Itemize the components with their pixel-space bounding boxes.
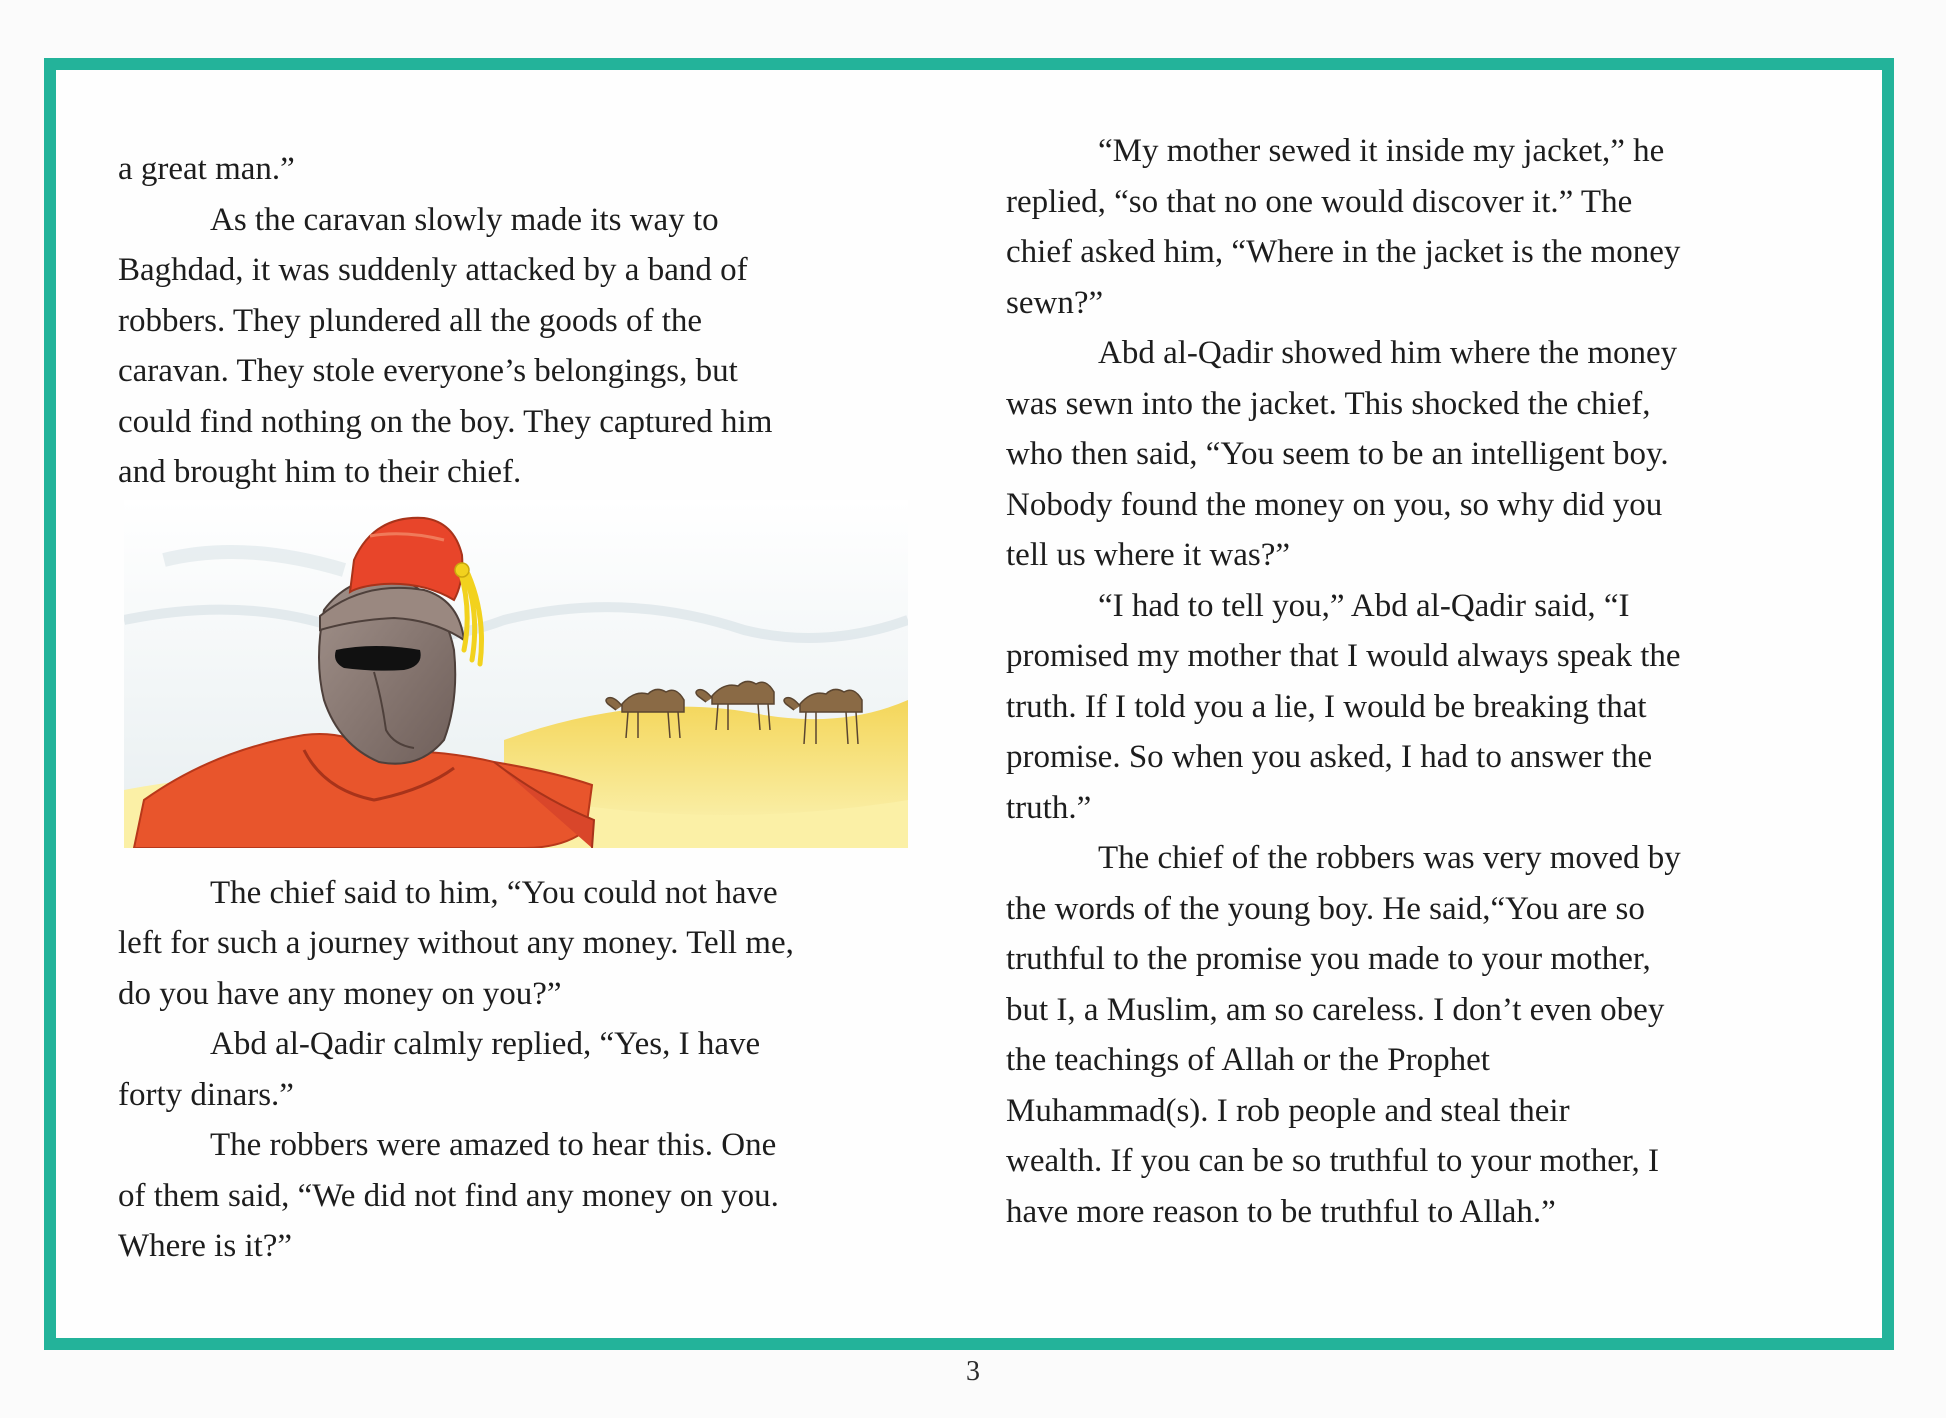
left-paragraph-1: a great man.”: [118, 151, 295, 187]
robber-chief-illustration: [124, 500, 908, 848]
right-paragraph-3: “I had to tell you,” Abd al-Qadir said, “I promised my mother that I would always speak the truth. If I told you a lie, I would be breaking that promise. So when you asked, I had to answer the truth.”: [1006, 587, 1681, 826]
story-illustration: [124, 500, 908, 848]
eye-slit: [335, 646, 421, 671]
left-paragraph-3: The chief said to him, “You could not have left for such a journey without any money. Tell me, do you have any money on you?”: [118, 874, 794, 1012]
left-paragraph-5: The robbers were amazed to hear this. One of them said, “We did not find any money on you. Where is it?”: [118, 1127, 779, 1264]
right-paragraph-4: The chief of the robbers was very moved by the words of the young boy. He said,“You are so truthful to the promise you made to your mother, but I, a Muslim, am so careless. I don’t even obey the teachings of Allah or the Prophet Muhammad(s). I rob people and steal their wealth. If you can be so truthful to your mother, I have more reason to be truthful to Allah.”: [1006, 840, 1681, 1230]
left-paragraph-4: Abd al-Qadir calmly replied, “Yes, I have forty dinars.”: [118, 1026, 761, 1113]
left-paragraph-2: As the caravan slowly made its way to Baghdad, it was suddenly attacked by a band of robbers. They plundered all the goods of the caravan. They stole everyone’s belongings, but could find nothing on the boy. They captured him and brought him to their chief.: [118, 201, 773, 490]
page-number: 3: [966, 1356, 980, 1387]
right-paragraph-2: Abd al-Qadir showed him where the money was sewn into the jacket. This shocked the chief, who then said, “You seem to be an intelligent boy. Nobody found the money on you, so why did you tell us where it was?”: [1006, 335, 1678, 573]
right-text-column: [1006, 126, 1836, 1237]
right-paragraph-1: “My mother sewed it inside my jacket,” he replied, “so that no one would discover it.” The chief asked him, “Where in the jacket is the money sewn?”: [1006, 133, 1681, 321]
